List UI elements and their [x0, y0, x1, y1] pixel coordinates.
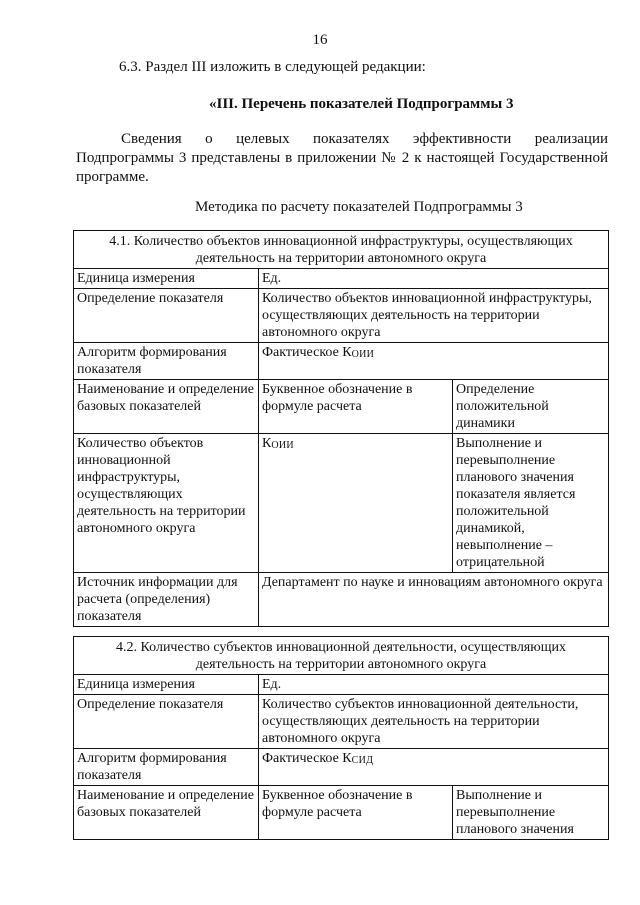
unit-value: Ед.: [259, 675, 609, 695]
indicator-title-line: деятельность на территории автономного округа: [195, 251, 487, 266]
base-indicators-label: Наименование и определение базовых показателей: [74, 786, 259, 840]
section-line: 6.3. Раздел III изложить в следующей редакции:: [119, 59, 426, 75]
table-row: [74, 343, 609, 380]
algorithm-value: [259, 343, 609, 380]
symbol-text: К: [262, 436, 272, 451]
indicator-title-line: 4.2. Количество субъектов инновационной деятельности, осуществляющих: [116, 640, 566, 655]
indicator-title-line: деятельность на территории автономного округа: [195, 657, 487, 672]
table-row: [74, 786, 609, 840]
section-heading: «III. Перечень показателей Подпрограммы 3: [209, 96, 514, 112]
algorithm-subscript: ОИИ: [351, 349, 375, 360]
methodology-title: Методика по расчету показателей Подпрограммы 3: [195, 199, 523, 215]
body-paragraph: [76, 130, 608, 187]
symbol-header: Буквенное обозначение в формуле расчета: [259, 786, 453, 840]
unit-label: Единица измерения: [74, 269, 259, 289]
unit-label: Единица измерения: [74, 675, 259, 695]
table-row: [74, 380, 609, 434]
base-indicator-symbol: [259, 434, 453, 573]
base-indicators-label: Наименование и определение базовых показателей: [74, 380, 259, 434]
definition-label: Определение показателя: [74, 695, 259, 749]
algorithm-subscript: СИД: [351, 755, 374, 766]
indicator-title: [74, 231, 609, 269]
body-line-1: Сведения о целевых показателях эффективности реализации: [121, 131, 608, 147]
table-row: [74, 269, 609, 289]
definition-value: Количество объектов инновационной инфраструктуры, осуществляющих деятельность на территории автономного округа: [259, 289, 609, 343]
dynamics-header: Выполнение и перевыполнение планового значения: [453, 786, 609, 840]
table-row: [74, 695, 609, 749]
table-row: [74, 675, 609, 695]
table-row: [74, 289, 609, 343]
body-line-2: Подпрограммы 3 представлены в приложении № 2 к настоящей Государственной: [76, 150, 608, 166]
algorithm-value: [259, 749, 609, 786]
symbol-subscript: ОИИ: [271, 440, 294, 451]
dynamics-header: Определение положительной динамики: [453, 380, 609, 434]
table-row: [74, 231, 609, 269]
definition-label: Определение показателя: [74, 289, 259, 343]
unit-value: Ед.: [259, 269, 609, 289]
algorithm-label: Алгоритм формирования показателя: [74, 749, 259, 786]
page-number: 16: [312, 32, 328, 48]
table-row: [74, 434, 609, 573]
base-indicator-dynamics: Выполнение и перевыполнение планового значения показателя является положительной динамикой, невыполнение – отрицательной: [453, 434, 609, 573]
base-indicator-name: Количество объектов инновационной инфраструктуры, осуществляющих деятельность на территории автономного округа: [74, 434, 259, 573]
body-line-3: программе.: [76, 169, 149, 185]
algorithm-text: Фактическое К: [262, 345, 352, 360]
indicator-table-4-2: [73, 636, 609, 840]
table-row: [74, 637, 609, 675]
algorithm-text: Фактическое К: [262, 751, 352, 766]
table-row: [74, 573, 609, 627]
table-row: [74, 749, 609, 786]
source-label: Источник информации для расчета (определения) показателя: [74, 573, 259, 627]
indicator-title: [74, 637, 609, 675]
definition-value: Количество субъектов инновационной деятельности, осуществляющих деятельность на территории автономного округа: [259, 695, 609, 749]
symbol-header: Буквенное обозначение в формуле расчета: [259, 380, 453, 434]
indicator-table-4-1: [73, 230, 609, 627]
algorithm-label: Алгоритм формирования показателя: [74, 343, 259, 380]
indicator-title-line: 4.1. Количество объектов инновационной инфраструктуры, осуществляющих: [109, 234, 573, 249]
source-value: Департамент по науке и инновациям автономного округа: [259, 573, 609, 627]
